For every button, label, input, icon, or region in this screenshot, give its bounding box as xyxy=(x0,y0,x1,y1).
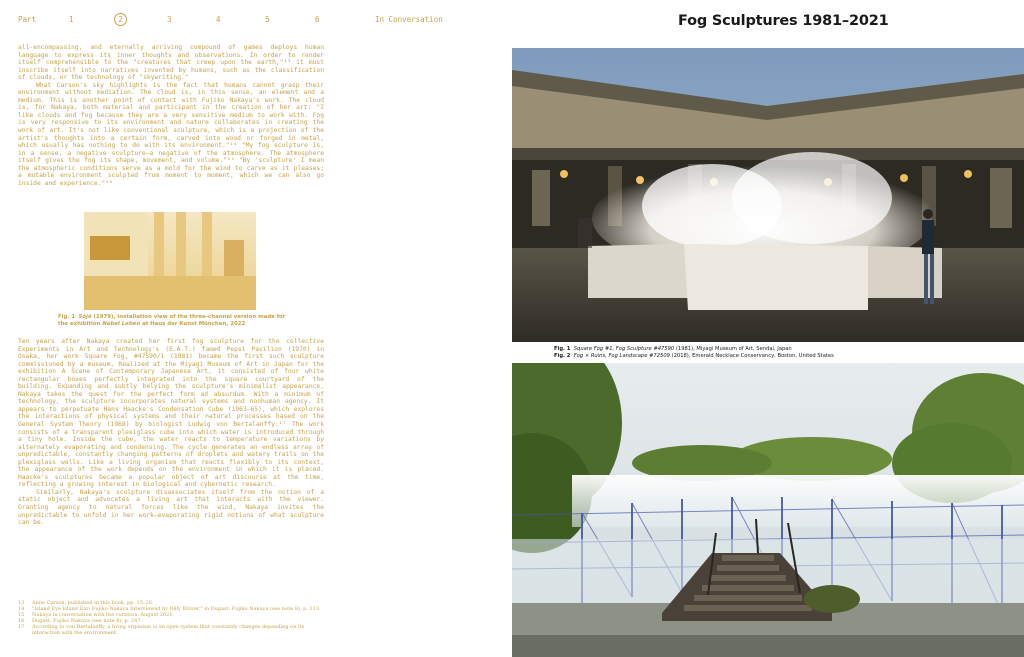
part-1-link[interactable]: 1 xyxy=(69,15,74,24)
paragraph: What Carson's sky highlights is the fact that humans cannot grasp their environment without mediation. The cloud is, in this sense, an element and a medium. This is another point of contact with Fujiko Nakaya's work. The cloud is, for Nakaya, both material and participant in the creation of her art: "I like clouds and fog because they are a very sensitive medium to work with. Fog is very responsive to its environment and nature collaborates in creating the work of art. It's not like conventional sculpture, which is a projection of the artist's thoughts into a certain form, carved into wood or forged in metal, which usually has nothing to do with its environment."¹⁴ "My fog sculpture is, in a sense, a negative sculpture—a negative of the atmosphere. The atmosphere itself gives the fog its shape, movement, and volume."¹⁵ "By 'sculpture' I mean the atmospheric conditions serve as a mold for the wind to carve as it pleases; a mutable environment sculpted from moment to moment, which we can also go inside and experience."¹⁶ xyxy=(18,81,324,187)
part-6-link[interactable]: 6 xyxy=(315,15,320,24)
fig2-fog-ruins-photo xyxy=(512,363,1024,657)
caption-fig1: Fig. 1 Square Fog #1, Fog Sculpture #47590 (1981), Miyagi Museum of Art, Sendai, Japan xyxy=(554,346,792,352)
part-2-link-active[interactable]: 2 xyxy=(114,13,127,26)
part-3-link[interactable]: 3 xyxy=(167,15,172,24)
footnote: 16 Dugast, Fujiko Nakaya (see note 8), p. 247. xyxy=(18,617,143,624)
fig1-fog-sculpture-museum-photo xyxy=(512,48,1024,342)
body-text-bottom xyxy=(18,338,324,527)
part-5-link[interactable]: 5 xyxy=(265,15,270,24)
right-page xyxy=(512,0,1024,657)
caption-fig2: Fig. 2 Fog × Ruins, Fog Landscape #72509 (2018), Emerald Necklace Conservancy, Boston, United States xyxy=(554,352,834,359)
part-label: Part xyxy=(18,15,37,24)
footnote: 17 According to von Bertalanffy, a living organism is an open system that constantly changes depending on its interaction with the environment. xyxy=(18,623,305,636)
part-4-link[interactable]: 4 xyxy=(216,15,221,24)
part-navigation xyxy=(18,14,488,28)
in-conversation-link[interactable]: In Conversation xyxy=(375,15,443,24)
paragraph: Similarly, Nakaya's sculpture disassociates itself from the notion of a static object and advocates a living art that interacts with the viewer. Granting agency to natural forces like the wind, Nakaya invites the unpredictable to unfold in her work—evaporating rigid notions of what sculpture can be. xyxy=(18,488,324,527)
figure-captions xyxy=(554,346,1004,359)
footnote: 13 Anne Carson, published in this book, pp. 15–26. xyxy=(18,600,154,606)
footnote: 15 Nakaya in conversation with the curators, August 2021. xyxy=(18,611,175,618)
footnotes xyxy=(18,601,328,636)
section-title: Fog Sculptures 1981–2021 xyxy=(678,13,889,29)
paragraph: all-encompassing, and eternally arriving compound of games deploys human language to express its inner thoughts and observations. In order to render itself comprehensible to the "creatures that creep upon the earth,"¹³ it must inscribe itself into narratives invented by humans, such as the classification of clouds, or the technology of "skywriting." xyxy=(18,44,324,82)
footnote: 14 "Island Eye Island Ear: Fujiko Nakaya Interviewed by Billy Klüver," in Dugast, Fujiko Nakaya (see note 8), p. 113. xyxy=(18,605,321,612)
body-text-top xyxy=(18,44,324,187)
fig1-label: Fig. 1 xyxy=(58,314,76,320)
paragraph: Ten years after Nakaya created her first fog sculpture for the collective Experiments in Art and Technology's (E.A.T.) famed Pepsi Pavilion (1970) in Osaka, her work Square Fog, #47590/1 (1981) became the first such sculpture commissioned by a museum. Realized at the Miyagi Museum of Art in Japan for the exhibition A Scene of Contemporary Japanese Art, it consisted of four white rectangular boxes perfectly integrated into the square courtyard of the building. Expanding and subtly belying the sculpture's minimalist appearance, Nakaya takes the quest for the perfect form ad absurdum. With a minimum of technology, the sculpture incorporates natural systems and nonhuman agency. It appears to perpetuate Hans Haacke's Condensation Cube (1963–65), which explores the interactions of physical systems and their natural processes based on the General System Theory (1968) by biologist Ludwig von Bertalanffy.¹⁷ The work consists of a transparent plexiglass cube into which water is introduced through a tiny hole. Inside the cube, the water reacts to temperature variations by alternately evaporating and condensing. The cycle generates an endless array of unpredictable, constantly changing patterns of droplets and watery trails on the plexiglass walls. Like a living organism that reacts flexibly to its context, the appearance of the work depends on the environment in which it is placed. Haacke's sculptures became a popular object of art discourse at the time, reflecting a growing interest in biological and cybernetic research. xyxy=(18,338,324,489)
fig1-installation-image xyxy=(84,212,256,310)
fig1-title: Sōjō xyxy=(78,314,92,320)
fig1-caption: Fig. 1 Sōjō (1979), installation view of the three-channel version made for the exhibition Nebel Leben at Haus der Kunst München, 2022 xyxy=(58,314,286,327)
